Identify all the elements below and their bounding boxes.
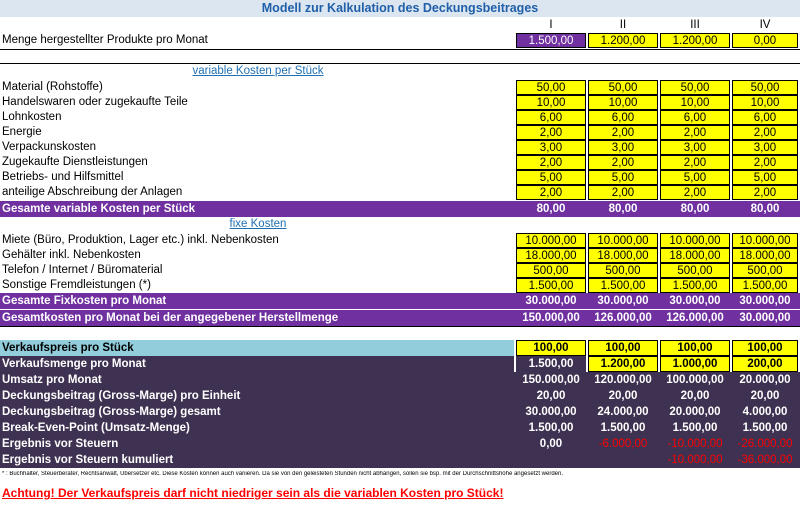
result-cell-2[interactable]: -6.000,00	[598, 438, 648, 450]
revenue-cell-4[interactable]: 20.000,00	[739, 374, 791, 386]
value-cell[interactable]: 2,00	[516, 185, 586, 200]
sales-qty-label: Verkaufsmenge pro Monat	[0, 356, 514, 372]
value-cell[interactable]: 50,00	[516, 80, 586, 95]
quantity-cell-2[interactable]: 1.200,00	[588, 33, 658, 48]
value-cell[interactable]: 1.500,00	[516, 278, 586, 293]
value-cell[interactable]: 2,00	[588, 125, 658, 140]
value-cell[interactable]: 500,00	[660, 263, 730, 278]
column-header-2[interactable]: II	[619, 19, 627, 31]
result-cumulative-row	[0, 452, 800, 468]
row-label: Gehälter inkl. Nebenkosten	[2, 249, 141, 261]
result-cell-4[interactable]: -26.000,00	[737, 438, 793, 450]
db-total-cell-1[interactable]: 30.000,00	[525, 406, 577, 418]
row-label: Lohnkosten	[2, 111, 62, 123]
value-cell[interactable]: 10.000,00	[732, 233, 798, 248]
table-row	[0, 125, 800, 140]
value-cell[interactable]: 6,00	[588, 110, 658, 125]
price-cell-1[interactable]: 100,00	[516, 340, 586, 356]
value-cell[interactable]: 18.000,00	[732, 248, 798, 263]
value-cell[interactable]: 2,00	[732, 185, 798, 200]
db-total-label: Deckungsbeitrag (Gross-Marge) gesamt	[2, 406, 221, 418]
value-cell[interactable]: 10,00	[516, 95, 586, 110]
fixed-total-cell-3[interactable]: 30.000,00	[669, 295, 721, 307]
value-cell[interactable]: 18.000,00	[588, 248, 658, 263]
db-total-row	[0, 404, 800, 420]
variable-section-header	[0, 64, 800, 79]
value-cell[interactable]: 18.000,00	[660, 248, 730, 263]
price-label: Verkaufspreis pro Stück	[0, 340, 514, 356]
db-total-cell-3[interactable]: 20.000,00	[669, 406, 721, 418]
value-cell[interactable]: 50,00	[588, 80, 658, 95]
sales-qty-cell-2[interactable]: 1.200,00	[588, 356, 658, 372]
result-label: Ergebnis vor Steuern	[2, 438, 119, 450]
fixed-section-header	[0, 217, 800, 232]
price-row	[0, 340, 800, 356]
value-cell[interactable]: 50,00	[660, 80, 730, 95]
value-cell[interactable]: 500,00	[516, 263, 586, 278]
row-label: anteilige Abschreibung der Anlagen	[2, 186, 183, 198]
row-label: Zugekaufte Dienstleistungen	[2, 156, 148, 168]
value-cell[interactable]: 3,00	[660, 140, 730, 155]
db-total-cell-4[interactable]: 4.000,00	[742, 406, 788, 418]
row-label: Betriebs- und Hilfsmittel	[2, 171, 124, 183]
value-cell[interactable]: 2,00	[516, 155, 586, 170]
value-cell[interactable]: 18.000,00	[516, 248, 586, 263]
sales-qty-cell-1[interactable]: 1.500,00	[516, 356, 586, 372]
row-label: Telefon / Internet / Büromaterial	[2, 264, 163, 276]
db-total-cell-2[interactable]: 24.000,00	[597, 406, 649, 418]
value-cell[interactable]: 5,00	[732, 170, 798, 185]
value-cell[interactable]: 6,00	[516, 110, 586, 125]
fixed-total-cell-1[interactable]: 30.000,00	[525, 295, 577, 307]
row-label: Energie	[2, 126, 42, 138]
variable-total-cell-1[interactable]: 80,00	[536, 203, 566, 215]
column-header-3[interactable]: III	[690, 19, 700, 31]
value-cell[interactable]: 10,00	[732, 95, 798, 110]
result-cumulative-label: Ergebnis vor Steuern kumuliert	[2, 454, 174, 466]
variable-total-label: Gesamte variable Kosten per Stück	[2, 203, 196, 215]
value-cell[interactable]: 2,00	[660, 125, 730, 140]
column-header-1[interactable]: I	[549, 19, 553, 31]
breakeven-row	[0, 420, 800, 436]
price-cell-2[interactable]: 100,00	[588, 340, 658, 356]
revenue-cell-2[interactable]: 120.000,00	[594, 374, 652, 386]
value-cell[interactable]: 10.000,00	[660, 233, 730, 248]
breakeven-cell-4[interactable]: 1.500,00	[742, 422, 788, 434]
fixed-section-title[interactable]: fixe Kosten	[229, 218, 287, 230]
sales-qty-cell-3[interactable]: 1.000,00	[660, 356, 730, 372]
table-row	[0, 278, 800, 293]
breakeven-cell-2[interactable]: 1.500,00	[600, 422, 646, 434]
sheet-title: Modell zur Kalkulation des Deckungsbeitrages	[0, 0, 800, 17]
value-cell[interactable]: 3,00	[516, 140, 586, 155]
result-cell-3[interactable]: -10.000,00	[667, 438, 723, 450]
value-cell[interactable]: 1.500,00	[732, 278, 798, 293]
db-unit-cell-1[interactable]: 20,00	[536, 390, 566, 402]
value-cell[interactable]: 3,00	[588, 140, 658, 155]
db-unit-cell-4[interactable]: 20,00	[750, 390, 780, 402]
row-label: Material (Rohstoffe)	[2, 81, 103, 93]
price-cell-4[interactable]: 100,00	[732, 340, 798, 356]
quantity-cell-4[interactable]: 0,00	[732, 33, 798, 48]
value-cell[interactable]: 10,00	[588, 95, 658, 110]
revenue-row	[0, 372, 800, 388]
warning-message: Achtung! Der Verkaufspreis darf nicht niedriger sein als die variablen Kosten pro Stück!	[2, 486, 504, 500]
fixed-total-row	[0, 293, 800, 309]
value-cell[interactable]: 1.500,00	[588, 278, 658, 293]
total-costs-cell-1[interactable]: 150.000,00	[522, 312, 580, 324]
table-row	[0, 140, 800, 155]
quantity-label: Menge hergestellter Produkte pro Monat	[2, 34, 208, 46]
breakeven-cell-3[interactable]: 1.500,00	[672, 422, 718, 434]
divider	[0, 49, 800, 50]
divider	[0, 326, 800, 327]
value-cell[interactable]: 5,00	[588, 170, 658, 185]
value-cell[interactable]: 2,00	[660, 155, 730, 170]
row-label: Miete (Büro, Produktion, Lager etc.) inkl. Nebenkosten	[2, 234, 279, 246]
quantity-cell-1[interactable]: 1.500,00	[516, 33, 586, 48]
value-cell[interactable]: 10.000,00	[588, 233, 658, 248]
breakeven-cell-1[interactable]: 1.500,00	[528, 422, 574, 434]
db-unit-row	[0, 388, 800, 404]
breakeven-label: Break-Even-Point (Umsatz-Menge)	[2, 422, 190, 434]
value-cell[interactable]: 500,00	[732, 263, 798, 278]
value-cell[interactable]: 5,00	[660, 170, 730, 185]
db-unit-cell-3[interactable]: 20,00	[680, 390, 710, 402]
value-cell[interactable]: 5,00	[516, 170, 586, 185]
row-label: Handelswaren oder zugekaufte Teile	[2, 96, 188, 108]
result-cumulative-cell-4[interactable]: -36.000,00	[737, 454, 793, 466]
result-cumulative-cell-1[interactable]	[516, 452, 586, 468]
db-unit-cell-2[interactable]: 20,00	[608, 390, 638, 402]
column-header-row	[0, 18, 800, 32]
total-costs-cell-2[interactable]: 126.000,00	[594, 312, 652, 324]
result-cell-1[interactable]: 0,00	[539, 438, 563, 450]
fixed-total-cell-4[interactable]: 30.000,00	[739, 295, 791, 307]
table-row	[0, 263, 800, 278]
table-row	[0, 95, 800, 110]
table-row	[0, 233, 800, 248]
value-cell[interactable]: 10,00	[660, 95, 730, 110]
value-cell[interactable]: 6,00	[732, 110, 798, 125]
total-costs-cell-4[interactable]: 30.000,00	[739, 312, 791, 324]
value-cell[interactable]: 2,00	[732, 155, 798, 170]
table-row	[0, 170, 800, 185]
value-cell[interactable]: 2,00	[732, 125, 798, 140]
value-cell[interactable]: 10.000,00	[516, 233, 586, 248]
fixed-total-cell-2[interactable]: 30.000,00	[597, 295, 649, 307]
table-row	[0, 248, 800, 263]
table-row	[0, 185, 800, 200]
revenue-cell-1[interactable]: 150.000,00	[522, 374, 580, 386]
result-cumulative-cell-3[interactable]: -10.000,00	[667, 454, 723, 466]
table-row	[0, 110, 800, 125]
table-row	[0, 80, 800, 95]
value-cell[interactable]: 2,00	[660, 185, 730, 200]
variable-total-cell-4[interactable]: 80,00	[750, 203, 780, 215]
db-unit-label: Deckungsbeitrag (Gross-Marge) pro Einheit	[2, 390, 241, 402]
value-cell[interactable]: 500,00	[588, 263, 658, 278]
value-cell[interactable]: 6,00	[660, 110, 730, 125]
column-header-4[interactable]: IV	[759, 19, 771, 31]
value-cell[interactable]: 2,00	[588, 155, 658, 170]
fixed-total-label: Gesamte Fixkosten pro Monat	[2, 295, 167, 307]
revenue-cell-3[interactable]: 100.000,00	[666, 374, 724, 386]
total-costs-cell-3[interactable]: 126.000,00	[666, 312, 724, 324]
sales-qty-row	[0, 356, 800, 372]
price-cell-3[interactable]: 100,00	[660, 340, 730, 356]
value-cell[interactable]: 3,00	[732, 140, 798, 155]
revenue-label: Umsatz pro Monat	[2, 374, 102, 386]
total-costs-row	[0, 310, 800, 326]
value-cell[interactable]: 2,00	[516, 125, 586, 140]
row-label: Verpackunskosten	[2, 141, 96, 153]
result-row	[0, 436, 800, 452]
variable-section-title[interactable]: variable Kosten per Stück	[192, 65, 324, 77]
variable-total-row	[0, 201, 800, 217]
footnote: * : Buchhalter, Steuerberater, Rechtsanwalt, Übersetzer etc. Diese Kosten können auch variieren. Da sie von den geleisteten Stunden nicht abhängen, sollen sie bsp. mit der Durchschnittshöhe angesetzt werden.	[2, 471, 563, 477]
quantity-row	[0, 33, 800, 48]
table-row	[0, 155, 800, 170]
value-cell[interactable]: 1.500,00	[660, 278, 730, 293]
row-label: Sonstige Fremdleistungen (*)	[2, 279, 151, 291]
result-cumulative-cell-2[interactable]	[588, 452, 658, 468]
total-costs-label: Gesamtkosten pro Monat bei der angegebener Herstellmenge	[2, 312, 339, 324]
quantity-cell-3[interactable]: 1.200,00	[660, 33, 730, 48]
sales-qty-cell-4[interactable]: 200,00	[732, 356, 798, 372]
value-cell[interactable]: 50,00	[732, 80, 798, 95]
variable-total-cell-3[interactable]: 80,00	[680, 203, 710, 215]
value-cell[interactable]: 2,00	[588, 185, 658, 200]
variable-total-cell-2[interactable]: 80,00	[608, 203, 638, 215]
